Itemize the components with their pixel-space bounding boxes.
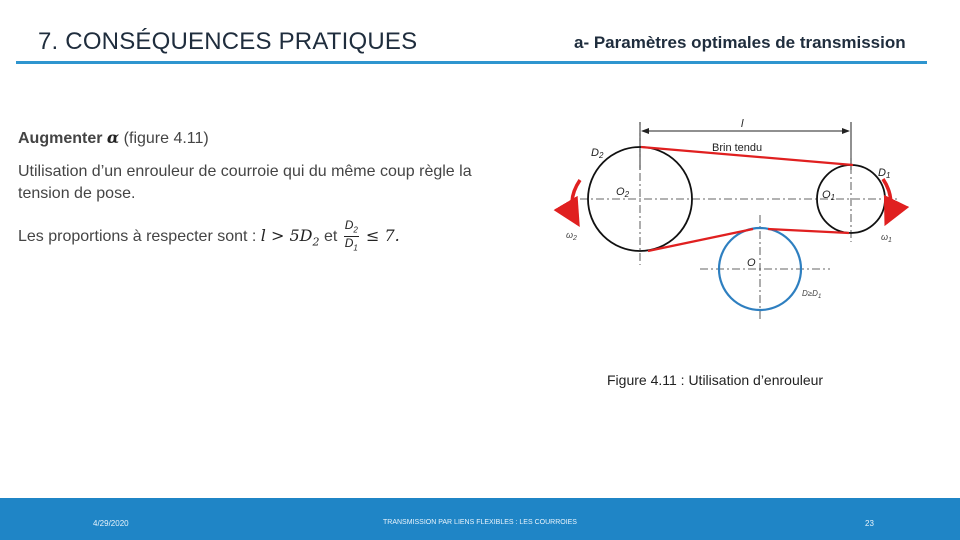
and-word: et	[319, 228, 342, 246]
heading-bold: Augmenter	[18, 130, 107, 147]
label-O1: O1	[822, 189, 836, 202]
page-number: 23	[865, 519, 874, 528]
slide-title: 7. CONSÉQUENCES PRATIQUES	[38, 28, 418, 55]
label-omega1: $\omega_1$	[881, 232, 892, 244]
footer-date: 4/29/2020	[93, 519, 129, 528]
proportions-prefix: Les proportions à respecter sont :	[18, 228, 261, 246]
inequality-1: l > 5D	[260, 226, 313, 246]
rotation-arrow-left	[572, 180, 580, 224]
footer-bar	[0, 498, 960, 540]
label-l: l	[741, 118, 744, 130]
paragraph-1: Utilisation d’un enrouleur de courroie qui du même coup règle la tension de pose.	[18, 163, 472, 202]
figure-caption: Figure 4.11 : Utilisation d’enrouleur	[607, 372, 824, 388]
label-brin-tendu: Brin tendu	[712, 142, 763, 154]
belt-slack-strand-1	[648, 229, 753, 251]
alpha-symbol: α	[106, 128, 120, 147]
label-D1: D1	[878, 167, 891, 180]
label-O2: O2	[616, 186, 630, 199]
label-D-ge-D1: $D\ge D_1$	[802, 289, 822, 300]
footer-title: TRANSMISSION PAR LIENS FLEXIBLES : LES COURROIES	[383, 519, 577, 526]
label-omega2: $\omega_2$	[566, 230, 577, 242]
heading-rest: (figure 4.11)	[119, 130, 209, 147]
paragraph-2: Les proportions à respecter sont : $l > 5D_2$ et $\frac{D_2}{D_1}$ ≤ 7.	[18, 218, 400, 253]
inequality-2: ≤ 7.	[360, 226, 400, 246]
label-D2: D2	[591, 147, 604, 160]
ratio-fraction: $\frac{D_2}{D_1}$	[344, 218, 358, 253]
slide-subtitle: a- Paramètres optimales de transmission	[574, 33, 906, 52]
label-O: O	[747, 257, 756, 269]
